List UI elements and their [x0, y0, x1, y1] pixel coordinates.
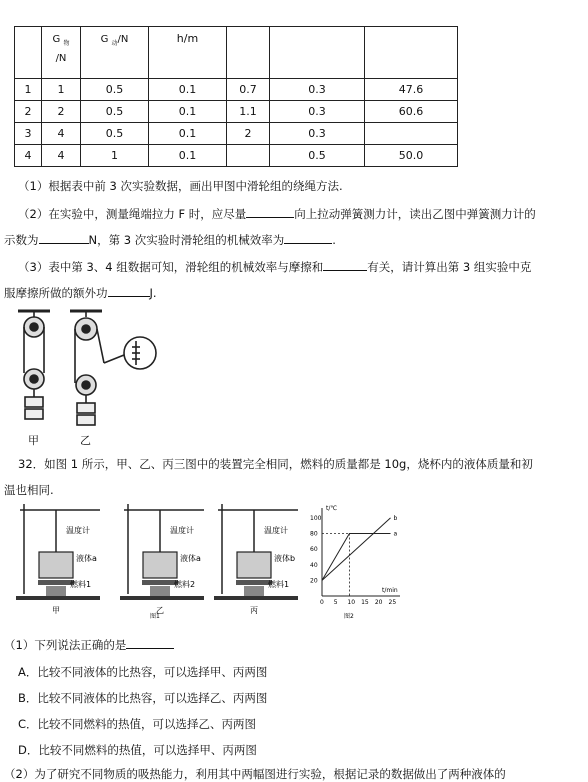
- burner: [150, 586, 170, 596]
- table-row: [15, 145, 458, 167]
- y-axis-label: t/℃: [326, 505, 338, 512]
- table-cell: 4: [42, 145, 81, 167]
- gauze: [142, 580, 178, 585]
- q31-text: N，第 3 次实验时滑轮组的机械效率为: [88, 233, 285, 247]
- table-cell: 0.3: [270, 101, 365, 123]
- table-cell: 0.1: [149, 79, 227, 101]
- table-cell: 0.3: [270, 123, 365, 145]
- table-cell: 1: [42, 79, 81, 101]
- table-row: [15, 123, 458, 145]
- q31-part3-line2: [4, 284, 157, 301]
- q31-part2-line2: [4, 231, 336, 248]
- table-header-cell: h/m: [149, 27, 227, 79]
- chart-plot: [310, 505, 400, 620]
- fuel-label: 燃料1: [70, 580, 92, 589]
- apparatus-3: [214, 504, 298, 615]
- q32-intro-line1: 32．如图 1 所示，甲、乙、丙三图中的装置完全相同，燃料的质量都是 10g，烧杯内的液体质量和初: [18, 457, 533, 471]
- pulley-yi: [70, 311, 156, 425]
- q31-text: 服摩擦所做的额外功: [4, 286, 108, 300]
- q31-text: 有关，请计算出第 3 组实验中克: [367, 260, 532, 274]
- figure-1-caption: 图1: [150, 613, 160, 620]
- q31-part2-line1: [18, 205, 536, 222]
- answer-blank[interactable]: [126, 636, 174, 649]
- table-cell: 0.1: [149, 145, 227, 167]
- table-cell: 0.5: [270, 145, 365, 167]
- gauze: [38, 580, 74, 585]
- q31-text: （2）在实验中，测量绳端拉力 F 时，应尽量: [18, 207, 247, 221]
- pulley-jia: [18, 311, 50, 419]
- fuel-label: 燃料1: [268, 580, 290, 589]
- table-cell: [365, 123, 458, 145]
- x-tick-label: 15: [361, 599, 369, 606]
- table-header-cell: [270, 27, 365, 79]
- table-cell: 0.5: [81, 101, 149, 123]
- fuel-label: 燃料2: [174, 580, 196, 589]
- q31-text: （3）表中第 3、4 组数据可知，滑轮组的机械效率与摩擦和: [18, 260, 324, 274]
- table-cell: 4: [42, 123, 81, 145]
- label-yi: 乙: [80, 434, 91, 447]
- apparatus-name: 乙: [156, 606, 164, 615]
- burner: [46, 586, 66, 596]
- beaker: [143, 552, 177, 578]
- answer-blank[interactable]: [284, 231, 332, 244]
- figure-2-caption: 图2: [344, 613, 354, 620]
- y-tick-label: 40: [310, 561, 318, 569]
- thermometer-label: 温度计: [264, 526, 288, 535]
- series-label: a: [393, 530, 398, 538]
- beaker: [39, 552, 73, 578]
- option-c: C．比较不同燃料的热值，可以选择乙、丙两图: [18, 717, 257, 731]
- x-tick-label: 10: [347, 599, 356, 606]
- y-tick-label: 80: [310, 530, 318, 538]
- apparatus-group: [16, 504, 298, 620]
- base: [120, 596, 204, 600]
- apparatus-2: [120, 504, 204, 615]
- thermometer-label: 温度计: [66, 526, 90, 535]
- x-tick-label: 20: [374, 599, 383, 606]
- q31-text: .: [332, 233, 336, 247]
- table-header-cell: [365, 27, 458, 79]
- table-cell: [227, 145, 270, 167]
- option-d: D．比较不同燃料的热值，可以选择甲、丙两图: [18, 743, 257, 757]
- y-tick-label: 60: [310, 546, 318, 554]
- thermometer-label: 温度计: [170, 526, 194, 535]
- series-line-b: [322, 518, 391, 580]
- q32-sub1: [4, 636, 174, 653]
- table-header-row: [15, 27, 458, 79]
- apparatus-name: 丙: [250, 606, 258, 615]
- table-cell: 47.6: [365, 79, 458, 101]
- option-a: A．比较不同液体的比热容，可以选择甲、丙两图: [18, 665, 268, 679]
- apparatus-1: [16, 504, 100, 615]
- y-tick-label: 100: [310, 514, 322, 522]
- q31-text: J.: [149, 286, 157, 300]
- liquid-label: 液体a: [76, 554, 97, 563]
- burner: [244, 586, 264, 596]
- table-cell: 50.0: [365, 145, 458, 167]
- table-cell: 2: [227, 123, 270, 145]
- answer-blank[interactable]: [39, 231, 89, 244]
- table-header-cell: G $_动$/N: [81, 27, 149, 79]
- x-tick-label: 0: [320, 599, 324, 606]
- table-cell: 0.1: [149, 123, 227, 145]
- liquid-label: 液体a: [180, 554, 201, 563]
- table-row: [15, 101, 458, 123]
- option-b: B．比较不同液体的比热容，可以选择乙、丙两图: [18, 691, 268, 705]
- q32-text: （1）下列说法正确的是: [4, 638, 127, 652]
- table-row: [15, 79, 458, 101]
- q32-intro-line2: 温也相同.: [4, 483, 54, 497]
- liquid-label: 液体b: [274, 554, 296, 563]
- table-cell: 2: [42, 101, 81, 123]
- q32-sub2: （2）为了研究不同物质的吸热能力，利用其中两幅图进行实验，根据记录的数据做出了两种液体的: [4, 767, 506, 781]
- pulley-figures: [12, 303, 162, 448]
- base: [214, 596, 298, 600]
- table-cell: 0.5: [81, 79, 149, 101]
- table-cell: 4: [15, 145, 42, 167]
- table-cell: 1: [15, 79, 42, 101]
- table-header-cell: [15, 27, 42, 79]
- label-jia: 甲: [28, 434, 39, 447]
- data-table: [14, 26, 458, 167]
- gauze: [236, 580, 272, 585]
- table-cell: 0.7: [227, 79, 270, 101]
- table-cell: 0.5: [81, 123, 149, 145]
- figure-1-apparatus: [10, 502, 300, 620]
- q31-part1: （1）根据表中前 3 次实验数据，画出甲图中滑轮组的绕绳方法.: [18, 179, 343, 193]
- table-header-cell: G $_物$ /N: [42, 27, 81, 79]
- x-axis-label: t/min: [382, 587, 398, 594]
- q31-part3-line1: [18, 258, 531, 275]
- answer-blank[interactable]: [108, 284, 150, 297]
- q31-text: 示数为: [4, 233, 39, 247]
- apparatus-name: 甲: [52, 606, 60, 615]
- series-label: b: [393, 514, 398, 522]
- figure-2-chart: [300, 502, 412, 620]
- answer-blank[interactable]: [323, 258, 367, 271]
- q31-text: 向上拉动弹簧测力计，读出乙图中弹簧测力计的: [294, 207, 536, 221]
- answer-blank[interactable]: [246, 205, 294, 218]
- table-cell: 1: [81, 145, 149, 167]
- table-header-cell: [227, 27, 270, 79]
- x-tick-label: 25: [388, 599, 397, 606]
- table-cell: 0.1: [149, 101, 227, 123]
- series-line-a: [322, 534, 391, 581]
- table-cell: 0.3: [270, 79, 365, 101]
- table-cell: 2: [15, 101, 42, 123]
- base: [16, 596, 100, 600]
- x-tick-label: 5: [333, 599, 338, 606]
- table-cell: 3: [15, 123, 42, 145]
- table-cell: 60.6: [365, 101, 458, 123]
- beaker: [237, 552, 271, 578]
- y-tick-label: 20: [310, 577, 318, 585]
- table-cell: 1.1: [227, 101, 270, 123]
